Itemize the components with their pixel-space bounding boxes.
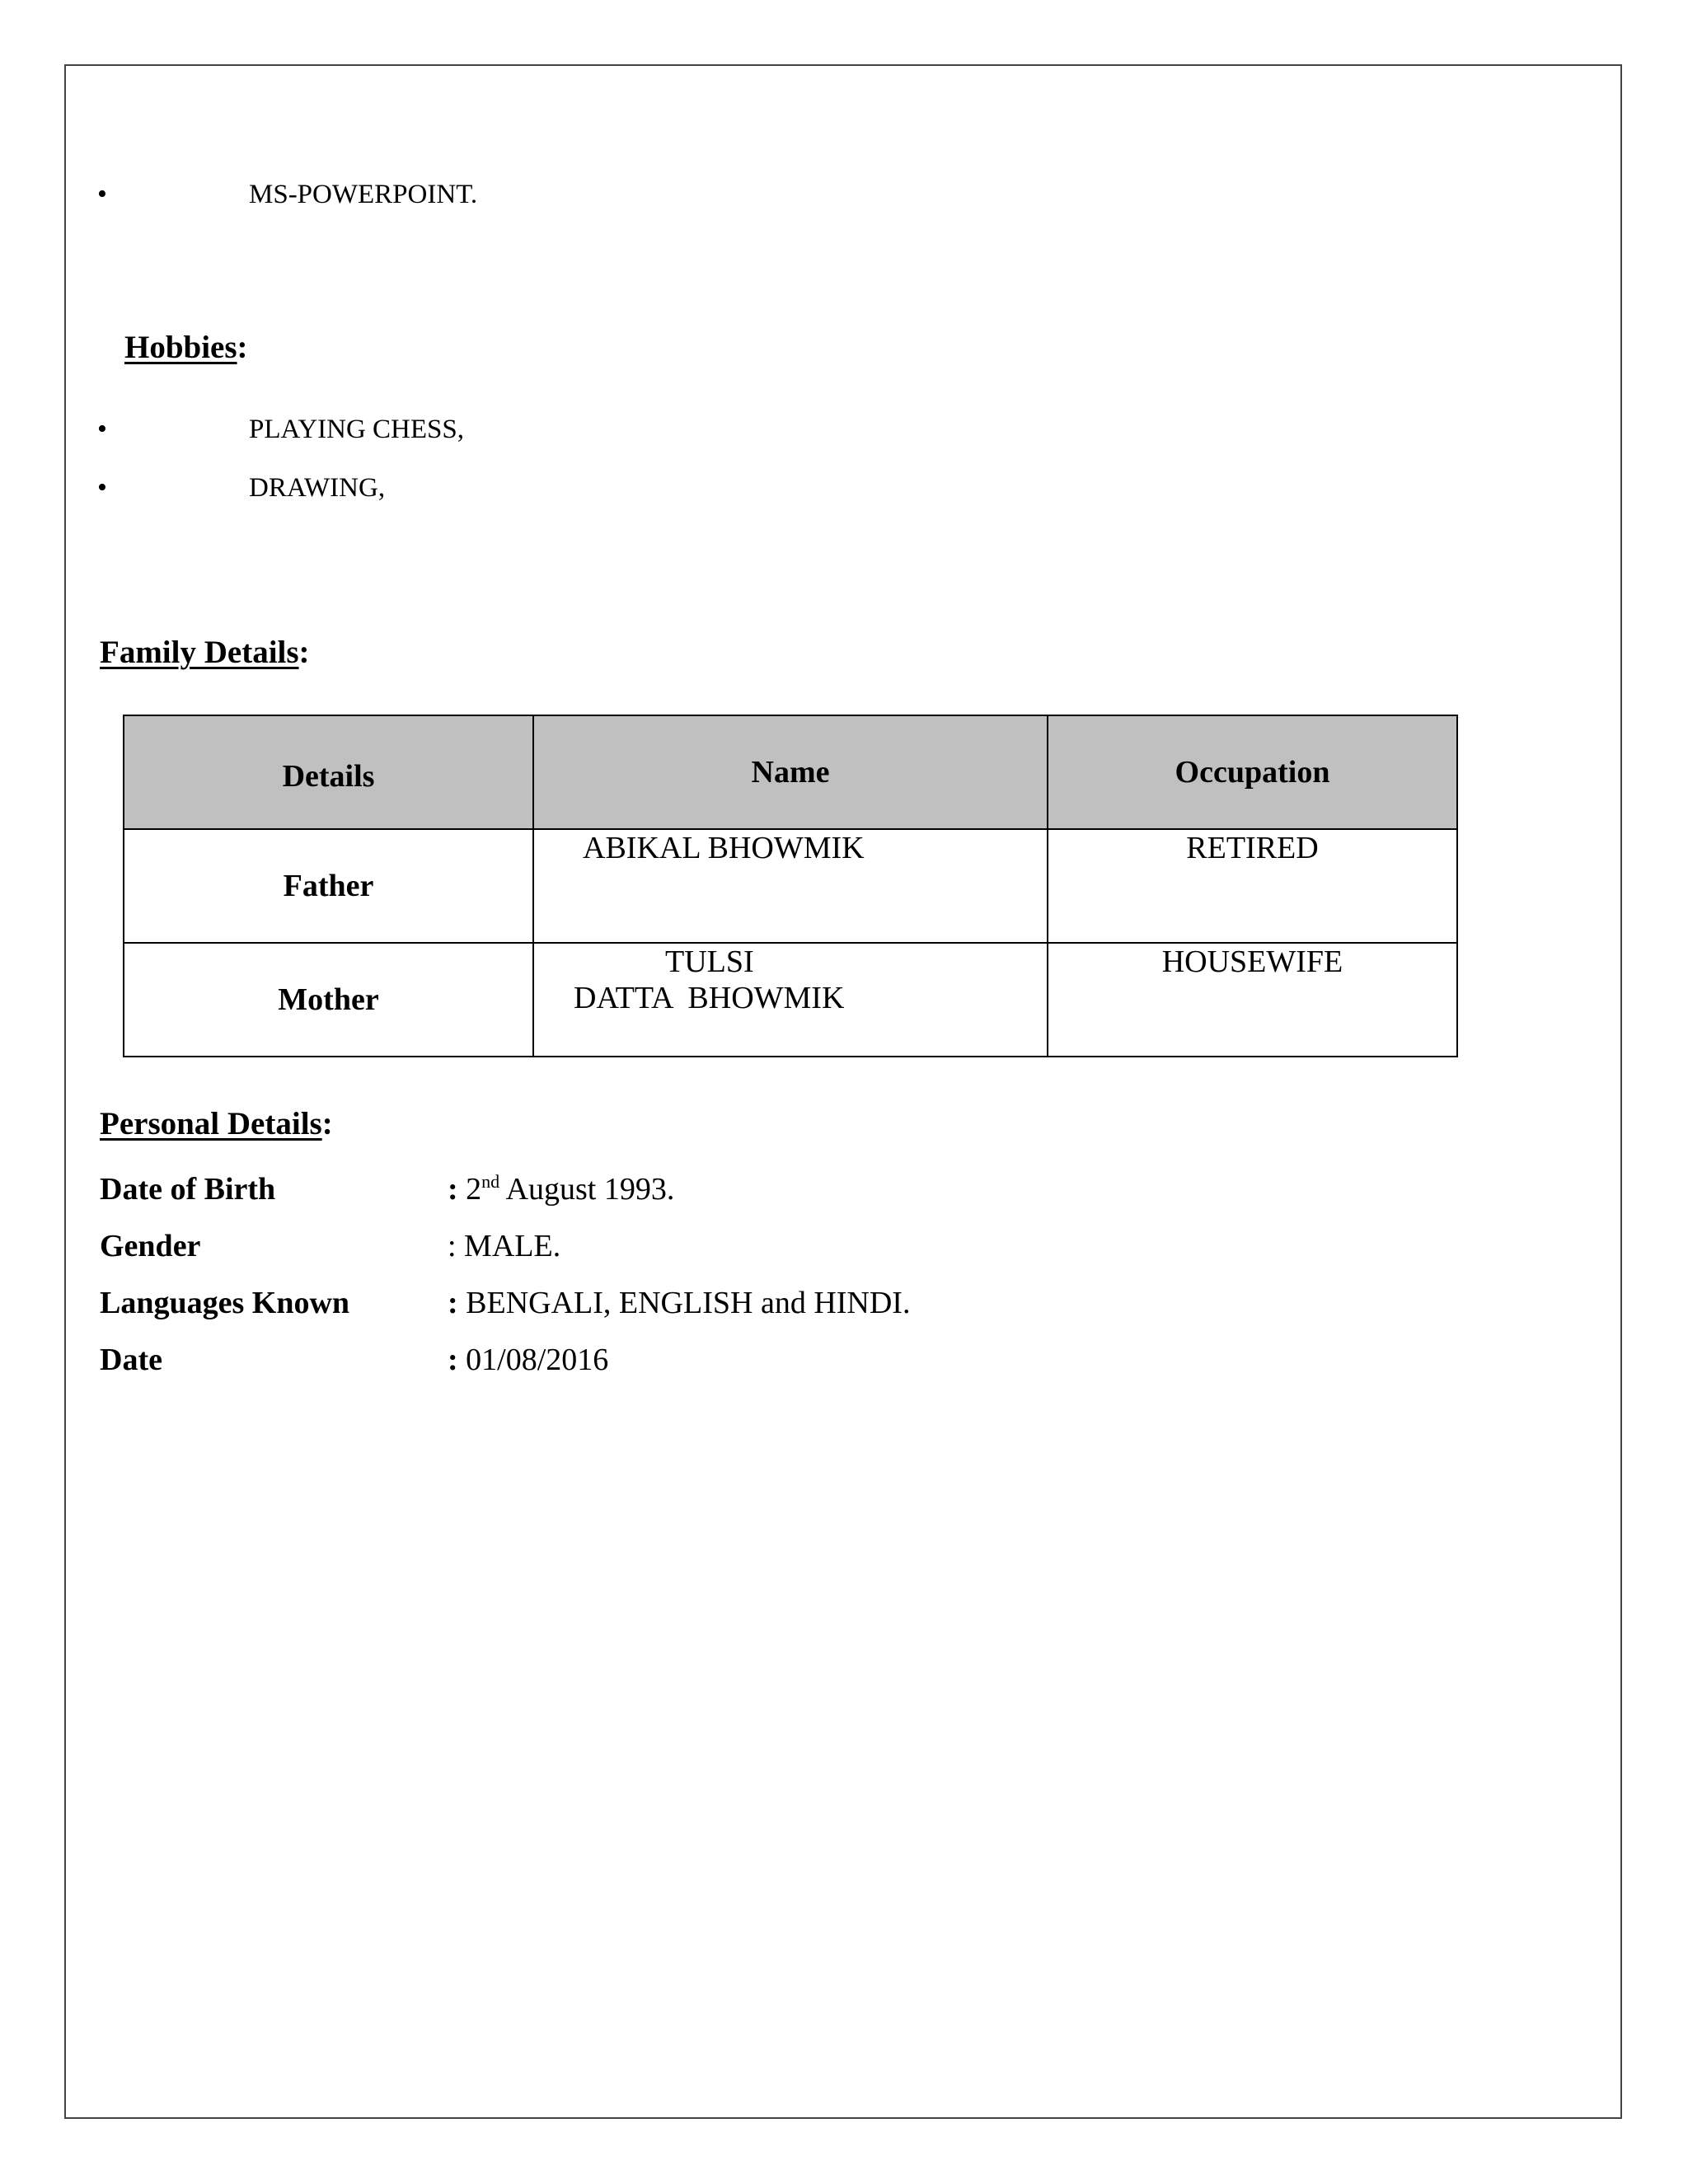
personal-details-heading-text: Personal Details xyxy=(100,1106,322,1141)
column-header-name: Name xyxy=(533,715,1048,829)
bullet-icon: • xyxy=(97,472,107,503)
page-border xyxy=(64,64,1622,2119)
bullet-icon: • xyxy=(97,179,107,209)
languages-value: BENGALI, ENGLISH and HINDI. xyxy=(466,1286,911,1320)
hobbies-heading xyxy=(124,329,248,367)
personal-details-heading xyxy=(100,1105,333,1143)
occupation-cell xyxy=(1048,943,1457,1057)
name-value: ABIKAL BHOWMIK xyxy=(583,831,865,865)
relation-label: Father xyxy=(283,869,374,903)
occupation-cell xyxy=(1048,829,1457,943)
date-value-wrap xyxy=(448,1339,608,1380)
column-header-details: Details xyxy=(124,715,533,829)
date-colon: : xyxy=(448,1343,458,1377)
occupation-value: RETIRED xyxy=(1186,831,1319,865)
hobbies-heading-colon: : xyxy=(237,330,248,365)
dob-rest: August 1993. xyxy=(505,1172,675,1207)
date-label: Date xyxy=(100,1343,162,1377)
relation-cell xyxy=(124,943,533,1057)
relation-label: Mother xyxy=(278,982,379,1017)
family-details-heading-colon: : xyxy=(298,635,310,670)
gender-label: Gender xyxy=(100,1229,201,1263)
name-cell xyxy=(533,943,1048,1057)
table-header-row xyxy=(124,715,1457,829)
name-value-line1: TULSI xyxy=(665,944,754,979)
languages-label: Languages Known xyxy=(100,1286,350,1320)
occupation-value: HOUSEWIFE xyxy=(1161,944,1343,979)
dob-label: Date of Birth xyxy=(100,1172,276,1207)
family-details-heading-text: Family Details xyxy=(100,635,299,670)
name-cell xyxy=(533,829,1048,943)
name-value-line2: DATTA BHOWMIK xyxy=(574,981,845,1015)
dob-colon: : xyxy=(448,1172,458,1207)
hobby-item: DRAWING, xyxy=(249,473,386,503)
hobby-item: PLAYING CHESS, xyxy=(249,415,465,444)
languages-value-wrap xyxy=(448,1282,910,1324)
skill-item: MS-POWERPOINT. xyxy=(249,180,478,209)
dob-day: 2 xyxy=(466,1172,482,1207)
table-row xyxy=(124,829,1457,943)
table-row xyxy=(124,943,1457,1057)
column-header-occupation: Occupation xyxy=(1048,715,1457,829)
languages-colon: : xyxy=(448,1286,458,1320)
dob-value xyxy=(448,1169,674,1210)
personal-details-heading-colon: : xyxy=(321,1106,333,1141)
gender-value: : MALE. xyxy=(448,1229,561,1263)
date-value: 01/08/2016 xyxy=(466,1343,609,1377)
bullet-icon: • xyxy=(97,414,107,444)
dob-suffix: nd xyxy=(481,1171,500,1192)
family-table xyxy=(123,715,1458,1057)
relation-cell xyxy=(124,829,533,943)
hobbies-heading-text: Hobbies xyxy=(124,330,237,365)
family-details-heading xyxy=(100,634,310,672)
